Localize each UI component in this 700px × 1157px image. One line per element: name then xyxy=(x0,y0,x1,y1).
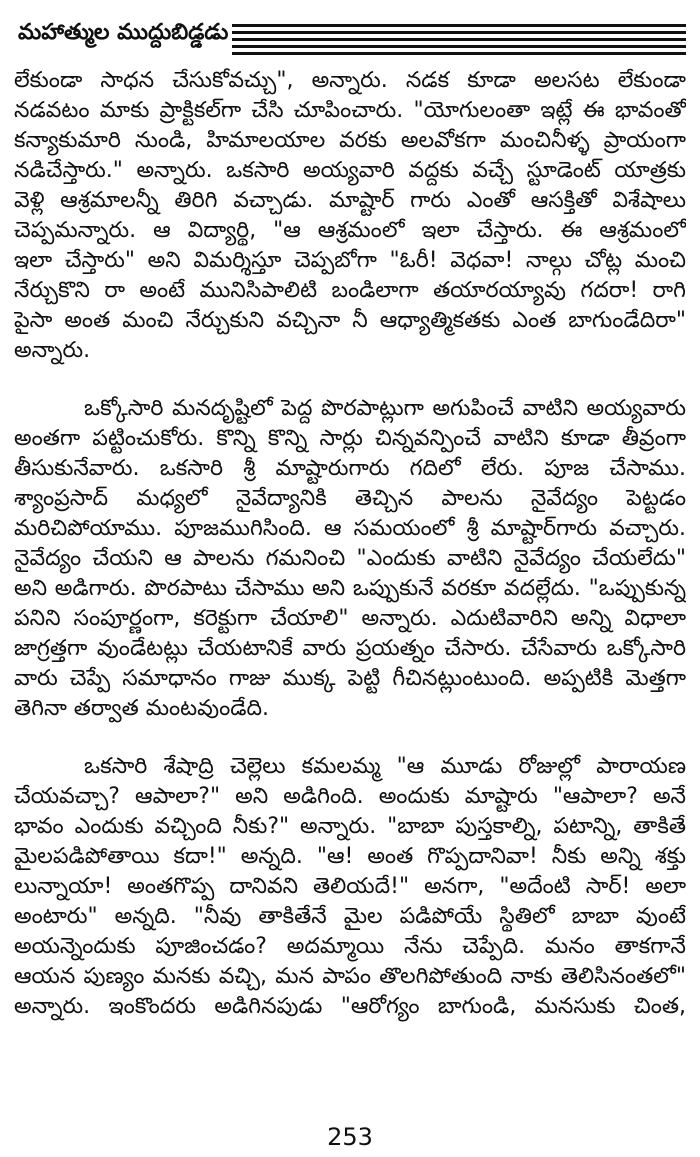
text-line: నేర్చుకొని రా అంటే మునిసిపాలిటి బండిలాగా తయారయ్యావు గదరా! రాగి xyxy=(14,278,686,303)
header-rule xyxy=(232,31,686,34)
body-text xyxy=(14,66,686,1022)
text-line: ఒకసారి శేషాద్రి చెల్లెలు కమలమ్మ "ఆ మూడు రోజుల్లో పారాయణ xyxy=(84,754,686,779)
text-line: అన్నారు. ఇంకొందరు అడిగినపుడు "ఆరోగ్యం బాగుండి, మనసుకు చింత, xyxy=(14,994,686,1019)
paragraph-gap xyxy=(14,724,686,752)
paragraph-3 xyxy=(14,752,686,1022)
text-line: శ్యాంప్రసాద్ మధ్యలో నైవేద్యానికి తెచ్చిన పాలను నైవేద్యం పెట్టడం xyxy=(14,486,686,511)
header-rule-lines xyxy=(232,24,686,58)
running-header-title: మహాత్ముల ముద్దుబిడ్డడు xyxy=(18,20,229,45)
text-line: అంతగా పట్టించుకోరు. కొన్ని కొన్ని సార్లు చిన్నవన్పించే వాటిని కూడా తీవ్రంగా xyxy=(14,426,686,451)
text-line: చెప్పమన్నారు. ఆ విద్యార్థి, "ఆ ఆశ్రమంలో ఇలా చేస్తారు. ఈ ఆశ్రమంలో xyxy=(14,218,686,243)
text-line: వెళ్లి ఆశ్రమాలన్నీ తిరిగి వచ్చాడు. మాష్టార్ గారు ఎంతో ఆసక్తితో విశేషాలు xyxy=(14,188,686,213)
header-rule xyxy=(232,24,686,27)
text-line: అన్నారు. xyxy=(14,338,91,363)
text-line: నడవటం మాకు ప్రాక్టికల్‌గా చేసి చూపించారు. "యోగులంతా ఇట్లే ఈ భావంతో xyxy=(14,98,686,123)
text-line: అని అడిగారు. పొరపాటు చేసాము అని ఒప్పుకునే వరకూ వదల్లేదు. "ఒప్పుకున్న xyxy=(14,576,686,601)
text-line: ఇలా చేస్తారు" అని విమర్శిస్తూ చెప్పబోగా "ఓరీ! వెధవా! నాల్గు చోట్ల మంచి xyxy=(14,248,686,273)
text-line: నడిచేస్తారు." అన్నారు. ఒకసారి అయ్యవారి వద్దకు వచ్చే స్టూడెంట్ యాత్రకు xyxy=(14,158,686,183)
text-line: భావం ఎందుకు వచ్చింది నీకు?" అన్నారు. "బాబా పుస్తకాల్ని, పటాన్ని, తాకితే xyxy=(14,814,686,839)
text-line: అంటారు" అన్నది. "నీవు తాకితేనే మైల పడిపోయే స్థితిలో బాబా వుంటే xyxy=(14,904,686,929)
text-line: ఒక్కోసారి మనదృష్టిలో పెద్ద పొరపాట్లుగా అగుపించే వాటిని అయ్యవారు xyxy=(84,396,686,421)
paragraph-1 xyxy=(14,66,686,366)
header-rule xyxy=(232,38,686,41)
text-line: మైలపడిపోతాయి కదా!" అన్నది. "ఆ! అంత గొప్పదానివా! నీకు అన్ని శక్తు xyxy=(14,844,686,869)
paragraph-gap xyxy=(14,366,686,394)
text-line: పనిని సంపూర్ణంగా, కరెక్టుగా చేయాలి" అన్నారు. ఎదుటివారిని అన్ని విధాలా xyxy=(14,606,686,631)
text-line: పైసా అంత మంచి నేర్చుకుని వచ్చినా నీ ఆధ్యాత్మికతకు ఎంత బాగుండేదిరా" xyxy=(14,308,686,333)
header-rule xyxy=(232,45,686,48)
text-line: ఆయన పుణ్యం మనకు వచ్చి, మన పాపం తొలగిపోతుంది నాకు తెలిసినంతలో" xyxy=(14,964,686,989)
text-line: చేయవచ్చా? ఆపాలా?" అని అడిగింది. అందుకు మాష్టారు "ఆపాలా? అనే xyxy=(14,784,686,809)
running-header xyxy=(18,12,686,60)
text-line: లేకుండా సాధన చేసుకోవచ్చు", అన్నారు. నడక కూడా అలసట లేకుండా xyxy=(14,68,686,93)
text-line: నైవేద్యం చేయని ఆ పాలను గమనించి "ఎందుకు వాటిని నైవేద్యం చేయలేదు" xyxy=(14,546,686,571)
text-line: జాగ్రత్తగా వుండేటట్లు చేయటానికే వారు ప్రయత్నం చేసారు. చేసేవారు ఒక్కోసారి xyxy=(14,636,686,661)
paragraph-2 xyxy=(14,394,686,724)
text-line: లున్నాయా! అంతగొప్ప దానివని తెలియదే!" అనగా, "అదేంటి సార్! అలా xyxy=(14,874,686,899)
text-line: తీసుకునేవారు. ఒకసారి శ్రీ మాష్టారుగారు గదిలో లేరు. పూజ చేసాము. xyxy=(14,456,686,481)
page-number: 253 xyxy=(327,1123,373,1151)
header-rule xyxy=(232,52,686,55)
text-line: తెగినా తర్వాత మంటవుండేది. xyxy=(14,696,270,721)
text-line: అయన్నెందుకు పూజించడం? అదమ్మాయి నేను చెప్పేది. మనం తాకగానే xyxy=(14,934,686,959)
text-line: మరిచిపోయాము. పూజముగిసింది. ఆ సమయంలో శ్రీ మాష్టార్‌గారు వచ్చారు. xyxy=(14,516,686,541)
text-line: కన్యాకుమారి నుండి, హిమాలయాల వరకు అలవోకగా మంచినీళ్ళ ప్రాయంగా xyxy=(14,128,686,153)
text-line: వారు చెప్పే సమాధానం గాజు ముక్క పెట్టి గీచినట్లుంటుంది. అప్పటికి మెత్తగా xyxy=(14,666,686,691)
